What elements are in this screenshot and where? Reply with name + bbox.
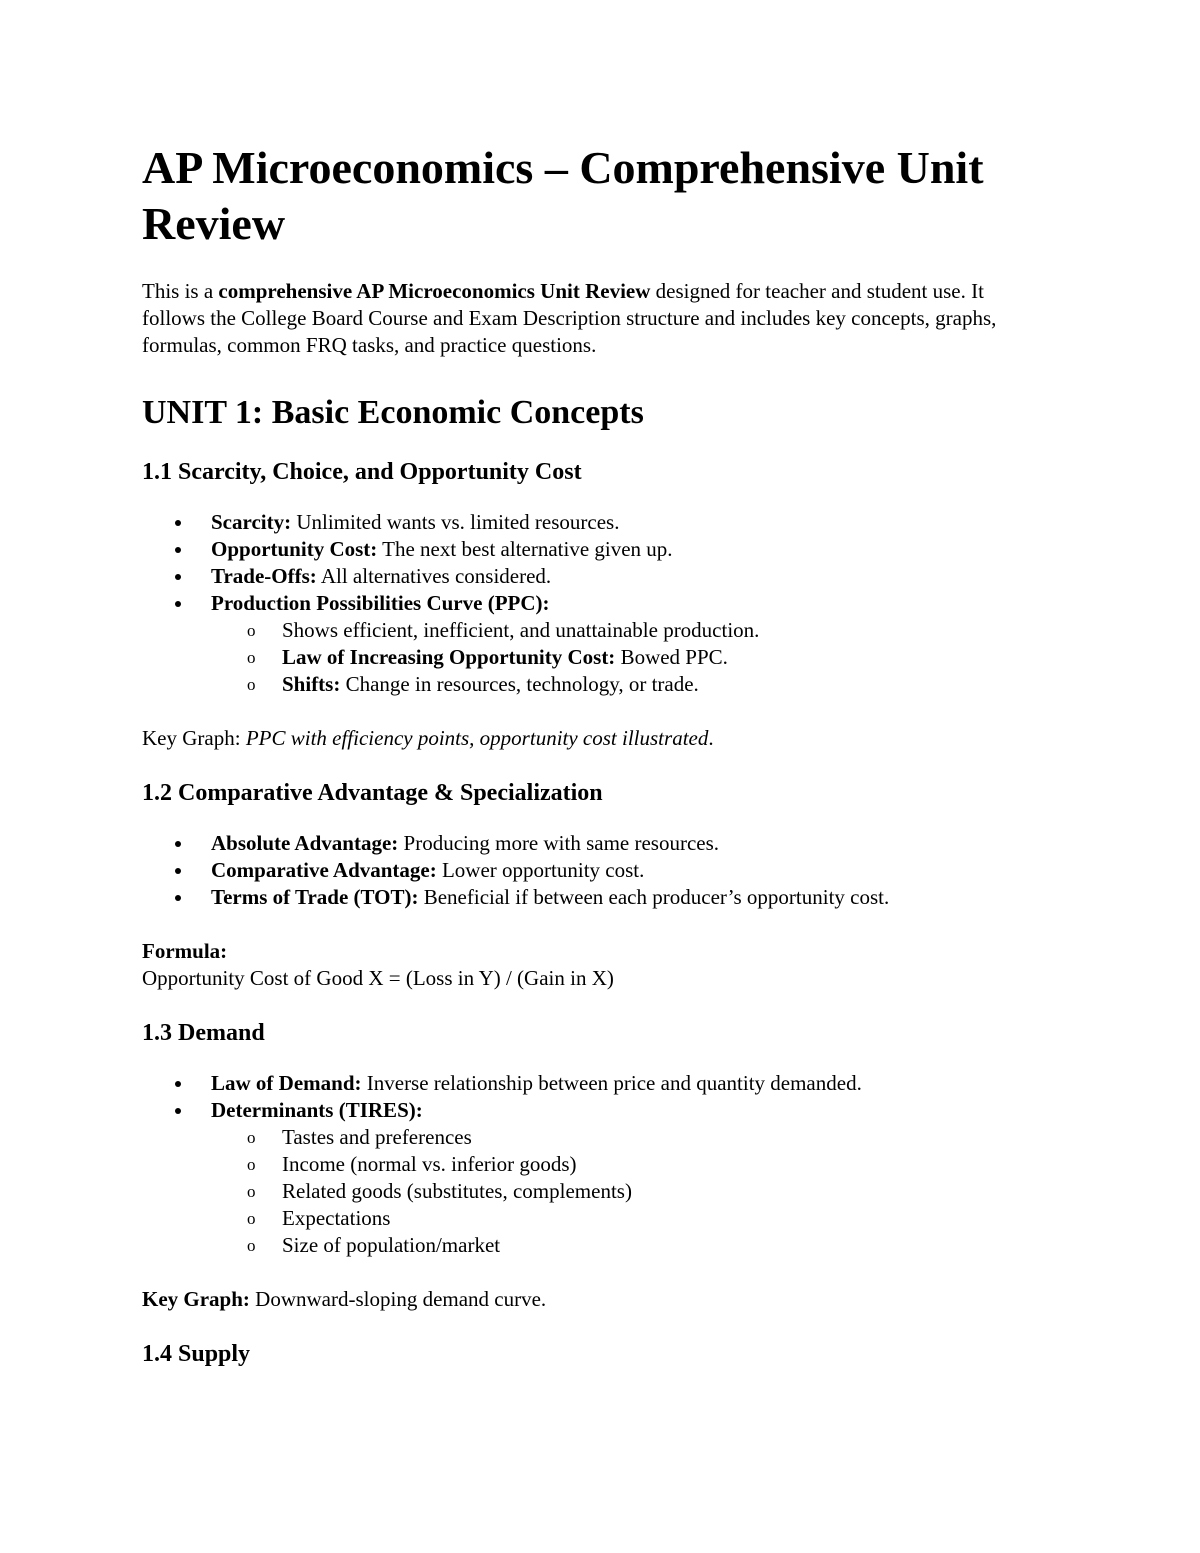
- sub-list-item: o Law of Increasing Opportunity Cost: Bowed PPC.: [211, 644, 1042, 671]
- section-1-3-heading: 1.3 Demand: [142, 1020, 265, 1046]
- key-graph-1-3: Key Graph: Downward-sloping demand curve.: [142, 1287, 547, 1311]
- sub-list-item: o Shows efficient, inefficient, and unattainable production.: [211, 617, 1042, 644]
- ppc-sublist: [211, 617, 1042, 698]
- list-item: Scarcity: Unlimited wants vs. limited resources.: [142, 509, 1042, 536]
- sub-list-item: o Tastes and preferences: [211, 1124, 1042, 1151]
- list-item: Determinants (TIRES): o Tastes and preferences o Income (normal vs. inferior goods) o Related goods (substitutes, complements) o Expectations o Size of population/market: [142, 1097, 1042, 1259]
- section-1-4-heading: 1.4 Supply: [142, 1341, 251, 1367]
- title-line-2: Review: [142, 198, 286, 249]
- intro-bold-phrase: comprehensive AP Microeconomics Unit Review: [218, 279, 651, 303]
- title-line-1: AP Microeconomics – Comprehensive Unit: [142, 142, 984, 193]
- list-item: Terms of Trade (TOT): Beneficial if between each producer’s opportunity cost.: [142, 884, 1042, 911]
- list-item: Opportunity Cost: The next best alternative given up.: [142, 536, 1042, 563]
- key-graph-1-1: Key Graph: PPC with efficiency points, opportunity cost illustrated.: [142, 726, 714, 750]
- list-item: Production Possibilities Curve (PPC): o Shows efficient, inefficient, and unattainable production. o Law of Increasing Opportunity Cost: Bowed PPC. o Shifts: Change in resources, technology, or trade.: [142, 590, 1042, 698]
- sub-list-item: o Expectations: [211, 1205, 1042, 1232]
- unit-1-heading: UNIT 1: Basic Economic Concepts: [142, 394, 644, 431]
- formula-block: [142, 938, 1042, 992]
- tires-sublist: [211, 1124, 1042, 1259]
- formula-text: Opportunity Cost of Good X = (Loss in Y) / (Gain in X): [142, 966, 614, 990]
- document-page: [142, 140, 1042, 1369]
- section-1-3-list: [142, 1070, 1042, 1259]
- intro-paragraph: This is a comprehensive AP Microeconomics Unit Review designed for teacher and student use. It follows the College Board Course and Exam Description structure and includes key concepts, graphs, formulas, common FRQ tasks, and practice questions.: [142, 279, 997, 357]
- formula-label: Formula:: [142, 939, 228, 963]
- list-item: Absolute Advantage: Producing more with same resources.: [142, 830, 1042, 857]
- list-item: Law of Demand: Inverse relationship between price and quantity demanded.: [142, 1070, 1042, 1097]
- sub-list-item: o Income (normal vs. inferior goods): [211, 1151, 1042, 1178]
- list-item: Comparative Advantage: Lower opportunity cost.: [142, 857, 1042, 884]
- section-1-1-heading: 1.1 Scarcity, Choice, and Opportunity Cost: [142, 459, 582, 485]
- sub-list-item: o Size of population/market: [211, 1232, 1042, 1259]
- section-1-2-heading: 1.2 Comparative Advantage & Specialization: [142, 780, 603, 806]
- document-title: [142, 140, 1042, 252]
- list-item: Trade-Offs: All alternatives considered.: [142, 563, 1042, 590]
- sub-list-item: o Related goods (substitutes, complements): [211, 1178, 1042, 1205]
- section-1-1-list: [142, 509, 1042, 698]
- sub-list-item: o Shifts: Change in resources, technology, or trade.: [211, 671, 1042, 698]
- section-1-2-list: [142, 830, 1042, 911]
